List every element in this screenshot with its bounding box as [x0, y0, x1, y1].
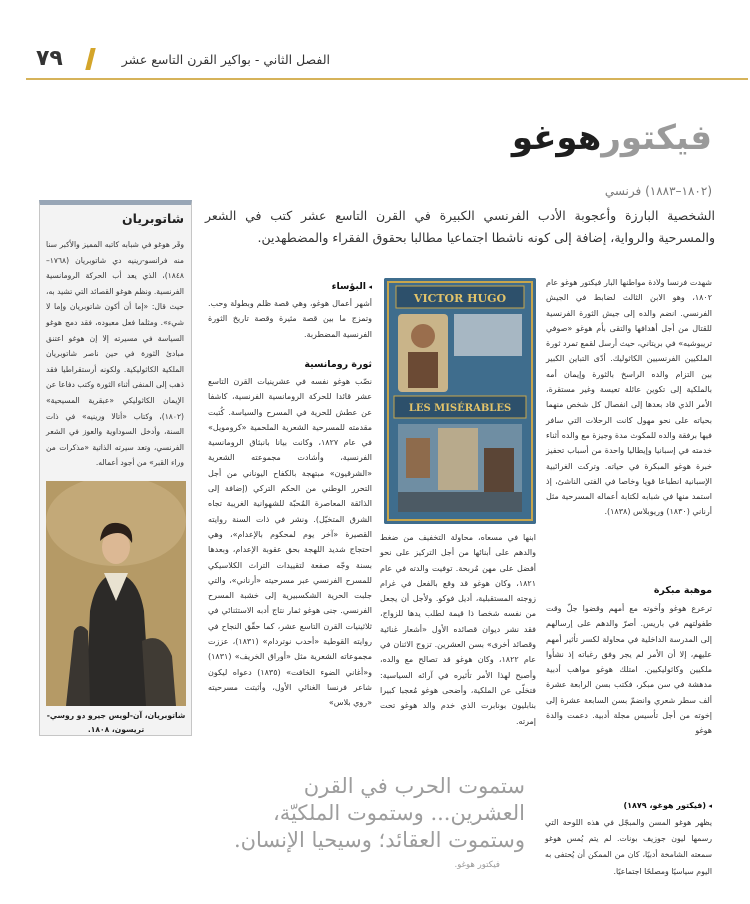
author-dates: (١٨٠٢–١٨٨٣) فرنسي: [604, 184, 712, 198]
quote-attribution: فيكتور هوغو.: [454, 860, 500, 870]
book-caption-text: أشهر أعمال هوغو، وهي قصة ظلم وبطولة وحب. وتمزج ما بين قصة مثيرة وقصة تاريخ الثورة الفرنسية المضطربة.: [208, 299, 372, 339]
lede-paragraph: الشخصية البارزة وأعجوبة الأدب الفرنسي الكبيرة في القرن التاسع عشر كتب في الشعر والمسرحية والرواية، إضافة إلى كونه ناشطا اجتماعيا مطالبا بحقوق الفقراء والمضطهدين.: [205, 208, 715, 245]
title-first-name: فيكتور: [601, 118, 712, 158]
section-heading-early-talent: موهبة مبكرة: [653, 585, 712, 596]
hugo-portrait-caption-title: (فيكتور هوغو، ١٨٧٩): [623, 801, 707, 810]
page-number: ٧٩: [36, 46, 63, 71]
header-rule: [26, 78, 748, 80]
hugo-portrait-caption-heading: [545, 801, 712, 810]
book-title: LES MISÉRABLES: [408, 403, 512, 414]
book-author: VICTOR HUGO: [413, 292, 507, 305]
running-title: الفصل الثاني - بواكير القرن التاسع عشر: [121, 52, 330, 67]
sidebar-box: [39, 200, 192, 736]
triangle-bullet-icon: ◂: [706, 802, 712, 810]
header-accent-slash: [85, 48, 95, 70]
les-miserables-cover-image: [384, 278, 536, 524]
title-last-name: هوغو: [511, 118, 602, 158]
column2-paragraph: ابنها في مسعاه، محاولة التخفيف من ضغط والدهم على أبنائها من أجل التركيز على نحو أفضل على مهن مُربحة. توفيت والدته في عام ١٨٢١، وكان هوغو قد وقع بالفعل في غرام زوجته المستقبلية، أديل فوكو. ولأجل أن يجعل من نفسه شخصا ذا قيمة لطلب يدها للزواج، فقد نشر ديوان قصائده الأول «أشعار غنائية وقصائد أخرى» بسن العشرين. تزوج الاثنان في عام ١٨٢٢، وكان هوغو قد تصالح مع والده، وأصبح لهذا الأمر تأثيره في آرائه السياسية: فتخلّى عن الملكية، وأضحى هوغو مُعجبا كبيرا بنابليون بونابرت الذي خدم والد هوغو تحت إمرته.: [380, 533, 536, 726]
sidebar-text: وقَر هوغو في شبابه كاتبه المميز والأكبر سنا منه فرانسو-رينيه دي شاتوبريان (١٧٦٨–١٨٤٨)، الذي يعد أب الحركة الرومانسية الفرنسية. ونظم هوغو القصائد التي تشيد به، حيث قال: «إما أن أكون شاتوبريان وإما لا شيء». ومثلما فعل معبوده، فقد دمج هوغو السياسة في مسيرته إلا إن هوغو اعتنق مبادئ الثورة في حين ناصر شاتوبريان الملكية الكاثوليكية. ولكونه أرستقراطيا فقد ذهب إلى المنفى أثناء الثورة وكتب دفاعا عن الإيمان الكاثوليكي «عبقرية المسيحية» (١٨٠٢)، وكتاب «أتالا ورينيه» في ذات السنة، وأدخل السوداوية والعوز في الشعر الفرنسي، وتعد سيرته الذاتية «مذكرات من وراء القبر» من أجود أعماله.: [46, 240, 184, 468]
book-caption-title: البؤساء: [331, 281, 367, 292]
triangle-bullet-icon: ◂: [366, 283, 372, 291]
portrait-caption: شاتوبريان، آن-لويس جيرو دو روسي-تريسون، ١٨٠٨.: [46, 711, 186, 734]
sidebar-title: شاتوبريان: [121, 211, 184, 226]
column1-paragraph: شهدت فرنسا ولادة مواطنها البار فيكتور هوغو عام ١٨٠٢، وهو الابن الثالث لضابط في الجيش الفرنسي. انضم والده إلى جيش الثورة الفرنسية للقتال من أجل أهدافها والتقى بأم هوغو «صوفي تريبوشيه» في بريتاني، حيث أرسل لقمع تمرد ثورة الملكيين الفرنسيين الكاثوليك. أدّى التباين الكبير بين التزام والده الراسخ بالثورة وإيمان أمه بالملكية إلى تكوين عائلة تعيسة وغير مستقرة، الأمر الذي قاد بعدها إلى انفصال كل شخص منهما بحياته على نحو مهول كانت الرحلات التي سافر فيها برفقة والده للمكوث مدة وجيزة مع والده أثناء خدمته في إسبانيا وإيطاليا واحدة من أسباب تحفيز خبرة هوغو المبكرة في حياته. وتركت الغرائبية الإسبانية انطباعا قويا وخاصا في الفتى الناشئ، إذ استمد منها في شبابه لكتابة أعماله المسرحية مثل أرناني (١٨٣٠) وريوبلاس (١٨٣٨).: [546, 278, 712, 517]
column3-paragraph: نصّب هوغو نفسه في عشرينيات القرن التاسع عشر قائدا للحركة الرومانسية الفرنسية، كاشفا عن عطش للحرية في المسرح والسياسة. كُتبت مقدمته للمسرحية الشعرية الملحمية «كرومويل» في عام ١٨٢٧، وكانت بيانا بانبثاق الرومانسية الفرنسية، وأشادت مجموعته الشعرية «الشرقيون» مبتهجة بالكفاح اليوناني من أجل التحرر الوطني من الحكم التركي (إضافة إلى الذائقة المعاصرة المُحبّة للشهوانية الغريبة تجاه الشرق المتخيّل). ونشر في ذات السنة روايته القصيرة «آخر يوم لمحكوم بالإعدام»، وهي احتجاج شديد اللهجة بحق عقوبة الإعدام، وبعدها بسنة وجّه صفعة لتقييدات التراث الكلاسيكي للمسرح الفرنسي عبر مسرحيته «أرناني»، والتي جلبت الحرية الشكسبيرية إلى خشبة المسرح الفرنسي. جنى هوغو ثمار نتاج أدبه الاستثنائي في ثلاثينيات القرن التاسع عشر، كما حقّق النجاح في روايته القوطية «أحدب نوتردام» (١٨٣١)، عززت مجموعاته الشعرية مثل «أوراق الخريف» (١٨٣١) و«أغاني الضوء الخافت» (١٨٣٥) دعواه ليكون شاعر فرنسا الغنائي الأول، وأثبتت مسرحيته «روي بلاس»: [208, 377, 372, 708]
article-title: [480, 118, 712, 158]
section-heading-romantic-revolution: ثورة رومانسية: [304, 359, 372, 370]
pull-quote: ستموت الحرب في القرن العشرين... وستموت الملكيّة، وستموت العقائد؛ وسيحيا الإنسان.: [233, 774, 525, 852]
hugo-portrait-caption-text: يظهر هوغو المسن والمبجّل في هذه اللوحة التي رسمها ليون جوزيف بونات. لم يتم يُمس هوغو سمعته الشامخة أدبيًا، كان من الممكن أن يُحتفى به اليوم سياسيًا ومصلحًا اجتماعيًا.: [545, 818, 712, 876]
chateaubriand-portrait: [46, 481, 186, 706]
book-caption-heading: [208, 281, 372, 292]
column1-paragraph-2: ترعرع هوغو وأخوته مع أمهم وقضوا جلّ وقت طفولتهم في باريس. أصرّ والدهم على إرسالهم إلى المدرسة الداخلية في محاولة لكسر تأثير أمهم عليهم، إلا أن الأمر لم يجر وفق رغباته إذ نشأوا ملكيين وكاثوليكيين. امتلك هوغو مواهب أدبية مدهشة في سن مبكر، فكتب بسن الرابعة عشرة ألف سطر شعري وانضمّ بسن السابعة عشرة إلى إخوته من أجل تأسيس مجلة أدبية. دعمت والدة هوغو: [546, 604, 712, 736]
